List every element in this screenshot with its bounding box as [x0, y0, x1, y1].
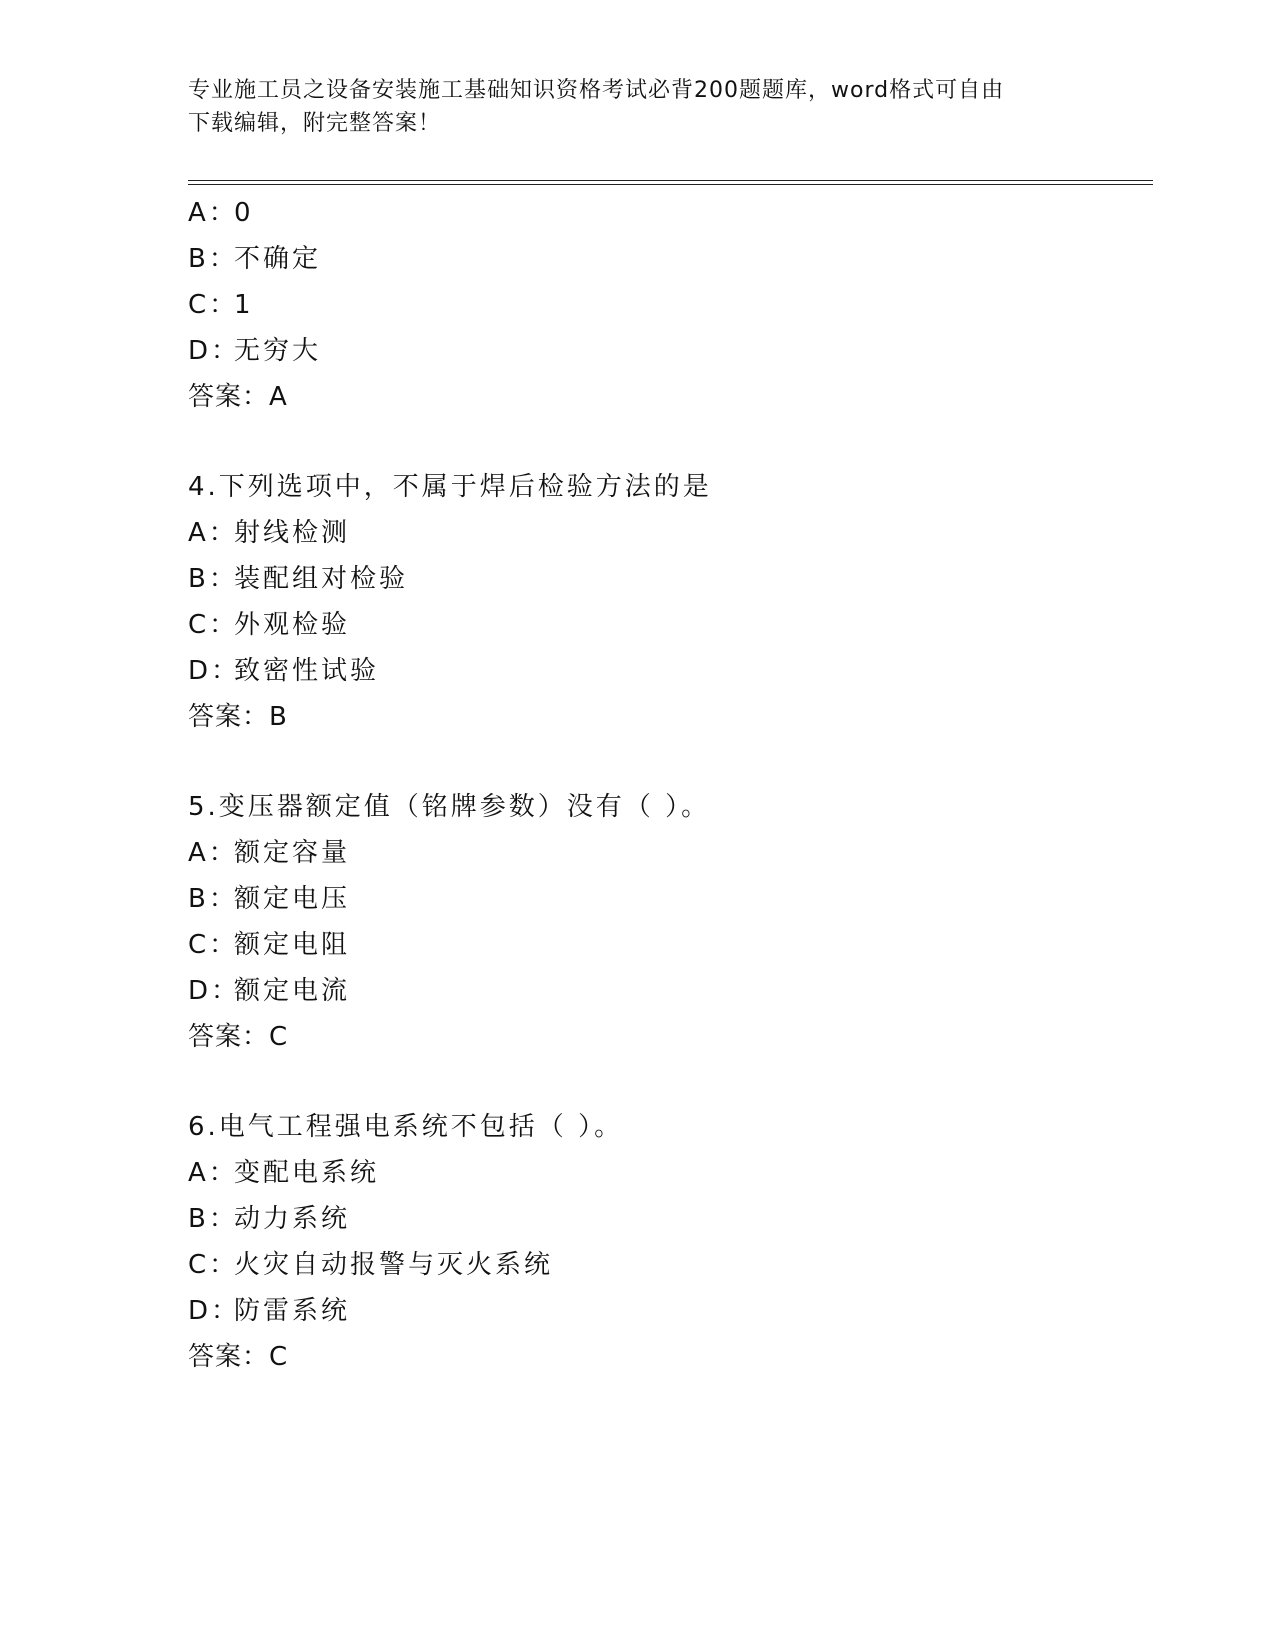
option-c — [188, 282, 1148, 328]
option-text: 1 — [234, 290, 254, 320]
option-text: 额定电阻 — [234, 930, 351, 960]
question-title: 5.变压器额定值（铭牌参数）没有（ ）。 — [188, 792, 711, 822]
answer-line: 答案：A — [188, 382, 288, 412]
option-text: 无穷大 — [234, 336, 322, 366]
document-header — [188, 74, 1088, 140]
option-letter: D： — [188, 1296, 241, 1326]
header-divider-bottom — [188, 184, 1153, 185]
question-title: 4.下列选项中，不属于焊后检验方法的是 — [188, 472, 712, 502]
answer-line: 答案：C — [188, 1022, 289, 1052]
option-letter: D： — [188, 336, 241, 366]
option-letter: C： — [188, 290, 239, 320]
question-spacer — [188, 420, 1148, 464]
option-letter: A： — [188, 1158, 238, 1188]
option-letter: A： — [188, 198, 238, 228]
option-text: 额定容量 — [234, 838, 351, 868]
option-a — [188, 190, 1148, 236]
option-letter: C： — [188, 1250, 239, 1280]
question-block-6 — [188, 1104, 1148, 1380]
option-letter: B： — [188, 884, 238, 914]
option-letter: B： — [188, 1204, 238, 1234]
answer-line: 答案：B — [188, 702, 288, 732]
question-title: 6.电气工程强电系统不包括（ ）。 — [188, 1112, 624, 1142]
question-spacer — [188, 1060, 1148, 1104]
option-d — [188, 968, 1148, 1014]
header-title-line-2: 下载编辑，附完整答案！ — [188, 111, 442, 136]
option-a — [188, 1150, 1148, 1196]
option-a — [188, 830, 1148, 876]
option-c — [188, 602, 1148, 648]
option-text: 额定电压 — [234, 884, 351, 914]
option-text: 变配电系统 — [234, 1158, 380, 1188]
option-text: 额定电流 — [234, 976, 351, 1006]
option-letter: A： — [188, 518, 238, 548]
option-b — [188, 876, 1148, 922]
option-letter: A： — [188, 838, 238, 868]
option-text: 0 — [234, 198, 254, 228]
question-block-partial — [188, 190, 1148, 420]
option-b — [188, 236, 1148, 282]
option-letter: B： — [188, 564, 238, 594]
header-title-line-1: 专业施工员之设备安装施工基础知识资格考试必背200题题库，word格式可自由 — [188, 78, 1005, 103]
option-d — [188, 648, 1148, 694]
question-list — [188, 190, 1148, 1380]
option-letter: C： — [188, 930, 239, 960]
option-text: 不确定 — [234, 244, 322, 274]
option-d — [188, 328, 1148, 374]
answer-line: 答案：C — [188, 1342, 289, 1372]
option-d — [188, 1288, 1148, 1334]
option-letter: C： — [188, 610, 239, 640]
option-text: 外观检验 — [234, 610, 351, 640]
option-b — [188, 1196, 1148, 1242]
option-text: 防雷系统 — [234, 1296, 351, 1326]
option-text: 动力系统 — [234, 1204, 351, 1234]
question-block-4 — [188, 464, 1148, 740]
option-c — [188, 1242, 1148, 1288]
option-text: 装配组对检验 — [234, 564, 409, 594]
option-text: 火灾自动报警与灭火系统 — [234, 1250, 554, 1280]
header-divider-top — [188, 180, 1153, 181]
option-text: 致密性试验 — [234, 656, 380, 686]
question-spacer — [188, 740, 1148, 784]
option-a — [188, 510, 1148, 556]
option-letter: D： — [188, 656, 241, 686]
option-text: 射线检测 — [234, 518, 351, 548]
option-letter: D： — [188, 976, 241, 1006]
option-c — [188, 922, 1148, 968]
question-block-5 — [188, 784, 1148, 1060]
option-letter: B： — [188, 244, 238, 274]
option-b — [188, 556, 1148, 602]
